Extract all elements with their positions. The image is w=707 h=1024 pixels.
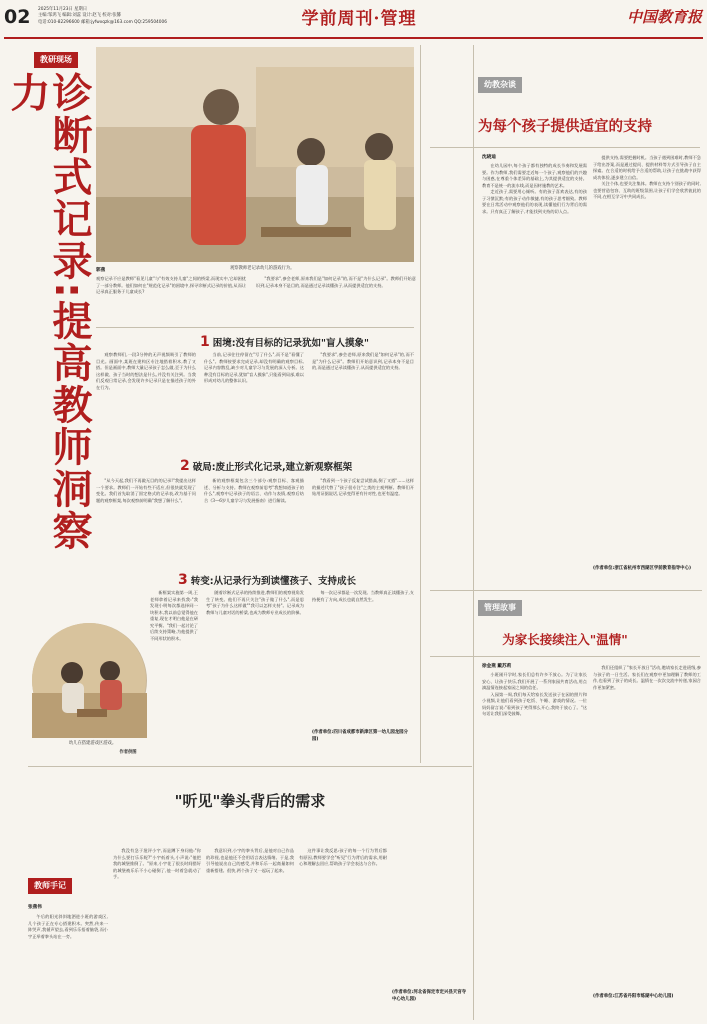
tag-research: 教研现场	[34, 52, 78, 68]
section-3-col-2	[206, 590, 304, 758]
essay-col-3	[206, 848, 294, 1018]
story-byline: (作者单位:江苏省丹阳市练湖中心幼儿园)	[593, 994, 674, 999]
section-2-col-2	[204, 478, 304, 566]
paragraph: 观察教师们,一段3分钟的无声视频吸引了教师的目光。画面中,某班在建构区专注地搭着积木,教了又搭。但是画面中,教师大量记录孩子怎么做,至于为什么这样做、孩子当时的想法是什么,并没有关注到。当我们反观日常记录,会发现许多记录只是在描述孩子的外在行为。	[96, 352, 196, 390]
essay-title: "听见"拳头背后的需求	[174, 792, 326, 810]
section-title: 学前周刊·管理	[301, 9, 417, 29]
section-2-heading	[180, 456, 352, 478]
section-2-col-1	[96, 478, 196, 566]
paragraph: 我们还组织了"家长开放日"活动,邀请家长走进班级,参与孩子的一日生活。家长们在观察中更加理解了教师的工作,也看到了孩子的成长。温情在一次次交流中传递,家园合作更加紧密。	[593, 665, 701, 690]
section-1-number: 1	[200, 334, 210, 350]
paragraph: 午后的阳光斜斜地洒进小班的游戏区,几个孩子正在专心搭建积木。突然,传来一阵哭声,我循声望去,看到乐乐捂着脑袋,而小宇正举着拳头站在一旁。	[28, 914, 108, 939]
main-intro-cont	[256, 276, 416, 322]
paragraph: "我看到一个孩子反复尝试搭高,倒了又搭"……这样的描述代替了"孩子很专注"之类的主观判断。教师们开始用证据说话,记录变得更有针对性,也更有温度。	[312, 478, 414, 496]
newspaper-logo: 中国教育报	[626, 8, 702, 26]
intro-paragraph: "我要求",参会老师,原来我们是"如何记录"的,而不是"为什么记录"。教师们开始意识到,记录本身不是目的,而是通过记录读懂孩子,从而提供适宜的支持。	[256, 276, 416, 288]
section-1-col-1	[96, 352, 196, 452]
divider	[430, 590, 702, 591]
section-2-col-3	[312, 478, 414, 566]
story-col-1	[482, 672, 587, 1018]
paragraph: 每一次记录都是一次发现。当教师真正读懂孩子,支持便有了方向,成长也就自然发生。	[312, 590, 414, 602]
divider	[430, 656, 700, 657]
story-col-2	[593, 665, 701, 985]
paragraph: 我意识到,小宇的拳头背后,是他对自己作品的珍视,也是他还不会用语言表达情绪。于是,我引导他说出自己的感受,并和乐乐一起商量如何重新搭建。很快,两个孩子又一起玩了起来。	[206, 848, 294, 873]
commentary-author: 沈晓迪	[482, 155, 496, 160]
paragraph: 新框架实施第一周,王老师拿着记录来找我:"我发现小明每次都选择同一块积木,我以前总觉得他在重复,现在才明白他是在研究平衡。"我们一起讨论了后续支持策略,为他提供了不同形状的积木。	[150, 590, 198, 641]
section-1-col-2	[204, 352, 304, 452]
teacher-observing-children-image	[96, 47, 414, 262]
paragraph: 入园第一周,我们每天给家长发送孩子在园的照片和小视频,让他们看到孩子吃饭、午睡、游戏的情况。一位妈妈留言说:"看到孩子笑得那么开心,我终于放心了。"这句话让我们深受鼓舞。	[482, 691, 587, 716]
page-number: 02	[4, 6, 31, 28]
essay-col-2	[113, 848, 201, 1018]
commentary-byline: (作者单位:浙江省杭州市西湖区学前教育指导中心)	[593, 566, 691, 571]
paragraph: 这件事让我反思:孩子的每一个行为背后都有原因,教师要学会"听见"行为背后的需求,用耐心和理解去回应,帮助孩子学会表达与合作。	[299, 848, 387, 866]
main-author: 郭燕	[96, 268, 106, 273]
commentary-title: 为每个孩子提供适宜的支持	[478, 119, 652, 135]
essay-col-1	[28, 914, 108, 1018]
paragraph: 随着诊断式记录的持续推进,教师们的观察视角发生了转变。他们不再只关注"孩子做了什么",而是思考"孩子为什么这样做""我可以怎样支持"。记录成为教师与儿童对话的桥梁,也成为教师专业成长的阶梯。	[206, 590, 304, 615]
section-3-heading	[178, 570, 356, 592]
tag-commentary: 幼教杂谈	[478, 77, 522, 93]
main-photo	[96, 47, 414, 262]
essay-author: 张燕伟	[28, 905, 42, 910]
section-3-title: 转变:从记录行为到读懂孩子、支持成长	[190, 576, 357, 587]
masthead-meta	[38, 7, 248, 26]
commentary-col-2	[593, 155, 701, 555]
tag-teacher-notes: 教师手记	[28, 878, 72, 894]
divider	[28, 766, 472, 767]
contact-line: 电话:010-82296600 邮箱:jyfwxqzk@163.com QQ:259504006	[38, 19, 167, 25]
round-photo-credit: 作者供图	[119, 750, 137, 755]
children-building-image	[32, 623, 147, 738]
round-photo-caption: 幼儿在搭建游戏区游戏。	[68, 741, 117, 746]
paragraph: 新的观察框架包含三个部分:观察目标、客观描述、分析与支持。教师在观察前思考"我想知道孩子的什么",观察中记录孩子的语言、动作与表情,观察后结合《3—6岁儿童学习与发展指南》进行解读。	[204, 478, 304, 503]
section-1-heading	[200, 332, 369, 354]
section-3-number: 3	[178, 572, 188, 588]
main-article-title: 诊断式记录:提高教师洞察力	[4, 72, 92, 552]
section-2-title: 破局:废止形式化记录,建立新观察框架	[192, 462, 353, 473]
essay-byline: (作者单位:河北省保定市定兴县天宫寺中心幼儿园)	[392, 990, 467, 1002]
section-3-col-1	[150, 590, 198, 740]
editors-line: 主编:邹鸿飞 编辑:刘蕊 设计:赵飞 校对:张馨	[38, 13, 121, 19]
tag-management-story: 管理故事	[478, 600, 522, 616]
commentary-col-1	[482, 163, 587, 563]
paragraph: 我没有急于批评小宇,而是蹲下身问他:"你为什么要打乐乐呢?"小宇低着头,小声说:"他把我的城堡推倒了。"原来,小宇花了很长时间搭好的城堡被乐乐不小心碰倒了,他一时着急就动了手。	[113, 848, 201, 879]
paragraph: "我要求",参会老师,原来我们是"如何记录"的,而不是"为什么记录"。教师们开始意识到,记录本身不是目的,而是通过记录读懂孩子,从而提供适宜的支持。	[312, 352, 414, 370]
column-divider	[473, 45, 474, 1020]
divider	[96, 327, 414, 328]
section-1-title: 困境:没有目标的记录犹如"盲人摸象"	[212, 338, 369, 349]
column-divider	[420, 45, 421, 763]
main-byline: (作者单位:四川省成都市新津区第一幼儿园龙园分园)	[312, 730, 408, 742]
paragraph: 在幼儿园中,每个孩子都有独特的成长节奏和发展需要。作为教师,我们需要走近每一个孩子,观察他们的兴趣与困惑,在尊重个体差异的基础上,为其提供适宜的支持。教育不是统一的流水线,而是因材施教的艺术。	[482, 163, 587, 188]
section-1-col-3	[312, 352, 414, 452]
divider	[430, 147, 700, 148]
paragraph: "从今天起,我们不再做无目的的记录!"我提出这样一个要求。教师们一开始有些不适应,但很快就发现了变化。我们首先取消了固定格式的记录表,改为基于问题的观察框架,每次观察前明确"我想了解什么"。	[96, 478, 196, 503]
story-author: 徐金燕 戴苏莉	[482, 664, 512, 669]
section-2-number: 2	[180, 458, 190, 474]
header-rule	[4, 37, 703, 39]
paragraph: 小班刚开学时,家长们总有许多不放心。为了让家长安心、让孩子快乐,我们开展了一系列家园共育活动,用点滴温情连接起家园之间的信任。	[482, 672, 587, 690]
paragraph: 当前,记录往往停留在"写了什么",而不是"看懂了什么"。教师按要求完成记录,却没有明确的观察目标,记录内容散乱,缺少对儿童学习与发展的深入分析。这种没有目标的记录,犹如"盲人摸象",只能看到局部,难以形成对幼儿的整体认识。	[204, 352, 304, 383]
round-photo	[32, 623, 147, 738]
story-title: 为家长接续注入"温情"	[502, 632, 628, 647]
essay-col-4	[299, 848, 387, 1018]
paragraph: 关注个体,也要关注集体。教师在支持个别孩子的同时,也要营造包容、互助的班级氛围,让孩子们学会欣赏彼此的不同,在相互学习中共同成长。	[593, 181, 701, 199]
issue-date: 2025年11月23日 星期日	[38, 7, 88, 12]
paragraph: 提供支持,需要把握时机。当孩子遇到困难时,教师不急于给出答案,而是通过提问、提供材料等方式引导孩子自主探索。在合适的时机给予合适的帮助,让孩子在挑战中获得成功体验,逐步建立自信。	[593, 155, 701, 180]
main-photo-caption: 观察教师老记录幼儿的游戏行为。	[230, 266, 295, 271]
section-3-col-3	[312, 590, 414, 725]
main-intro: 观察记录不应是教师"看见儿童"与"有效支持儿童"之间的桥梁,而现实中,它却困扰了一部分教师。他们如何在"规范化记录"的困境中,探寻诊断式记录的价值,从而让记录真正服务于儿童成长?	[96, 276, 246, 294]
paragraph: 走近孩子,需要用心倾听。有的孩子喜欢表达,有的孩子习惯沉默;有的孩子动作敏捷,有的孩子思考细致。教师要在日常活动中观察他们的表现,读懂他们行为背后的需求。只有真正了解孩子,才能找到支持的切入点。	[482, 189, 587, 214]
